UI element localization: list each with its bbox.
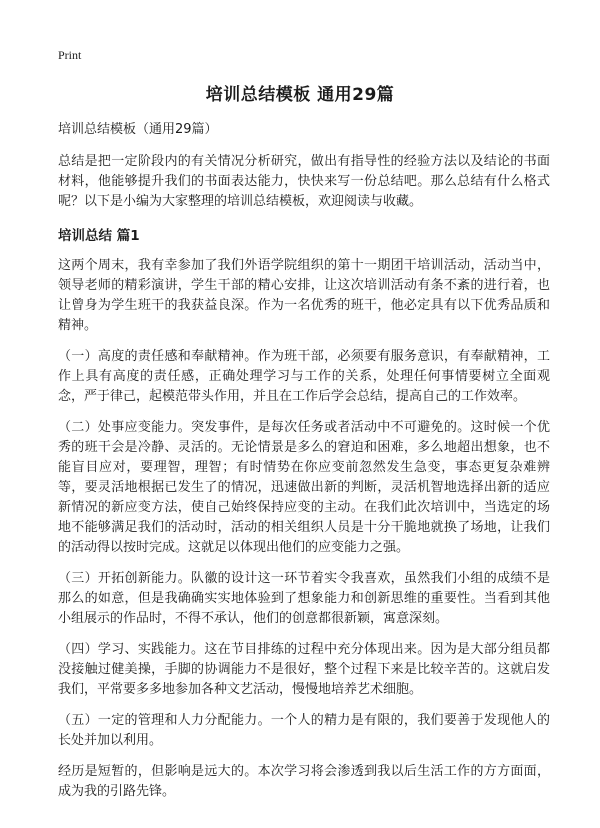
body-paragraph: （二）处事应变能力。突发事件，是每次任务或者活动中不可避免的。这时候一个优秀的班干会是冷静、灵活的。无论情景是多么的窘迫和困难，多么地超出想象，也不能盲目应对，要理智，理智；有时情势在你应变前忽然发生急变，事态更复杂难辨等，要灵活地根据已发生了的情况，迅速做出新的判断，灵活机智地选择出新的适应新情况的新应变方法，使自己始终保持应变的主动。在我们此次培训中，当选定的场地不能够满足我们的活动时，活动的相关组织人员是十分干脆地就换了场地，让我们的活动得以按时完成。这就足以体现出他们的应变能力之强。 (58, 420, 550, 555)
print-link[interactable]: Print (58, 48, 82, 62)
body-paragraph: 经历是短暂的，但影响是远大的。本次学习将会渗透到我以后生活工作的方方面面，成为我的引路先锋。 (58, 764, 550, 799)
intro-paragraph: 总结是把一定阶段内的有关情况分析研究，做出有指导性的经验方法以及结论的书面材料，他能够提升我们的书面表达能力，快快来写一份总结吧。那么总结有什么格式呢？以下是小编为大家整理的培训总结模板，欢迎阅读与收藏。 (58, 154, 550, 209)
body-paragraph: （三）开拓创新能力。队徽的设计这一环节着实令我喜欢，虽然我们小组的成绩不是那么的如意，但是我确确实实地体验到了想象能力和创新思维的重要性。当看到其他小组展示的作品时，不得不承认，他们的创意都很新颖，寓意深刻。 (58, 571, 550, 626)
body-paragraph: （五）一定的管理和人力分配能力。一个人的精力是有限的，我们要善于发现他人的长处并加以利用。 (58, 713, 550, 748)
page-title: 培训总结模板 通用29篇 (205, 85, 395, 105)
document-subtitle: 培训总结模板（通用29篇） (58, 122, 218, 137)
body-paragraph: （一）高度的责任感和奉献精神。作为班干部，必须要有服务意识，有奉献精神，工作上具有高度的责任感，正确处理学习与工作的关系，处理任何事情要树立全面观念，严于律己，起模范带头作用，并且在工作后学会总结，提高自己的工作效率。 (58, 349, 550, 404)
section-heading: 培训总结 篇1 (58, 228, 140, 244)
body-paragraph: 这两个周末，我有幸参加了我们外语学院组织的第十一期团干培训活动，活动当中，领导老师的精彩演讲，学生干部的精心安排，让这次培训活动有条不紊的进行着，也让曾身为学生班干的我获益良深。作为一名优秀的班干，他必定具有以下优秀品质和精神。 (58, 258, 550, 333)
document-body (58, 120, 550, 813)
body-paragraph: （四）学习、实践能力。这在节目排练的过程中充分体现出来。因为是大部分组员都没接触过健美操，手脚的协调能力不是很好，整个过程下来是比较辛苦的。这就启发我们，平常要多多地参加各种文艺活动，慢慢地培养艺术细胞。 (58, 642, 550, 697)
